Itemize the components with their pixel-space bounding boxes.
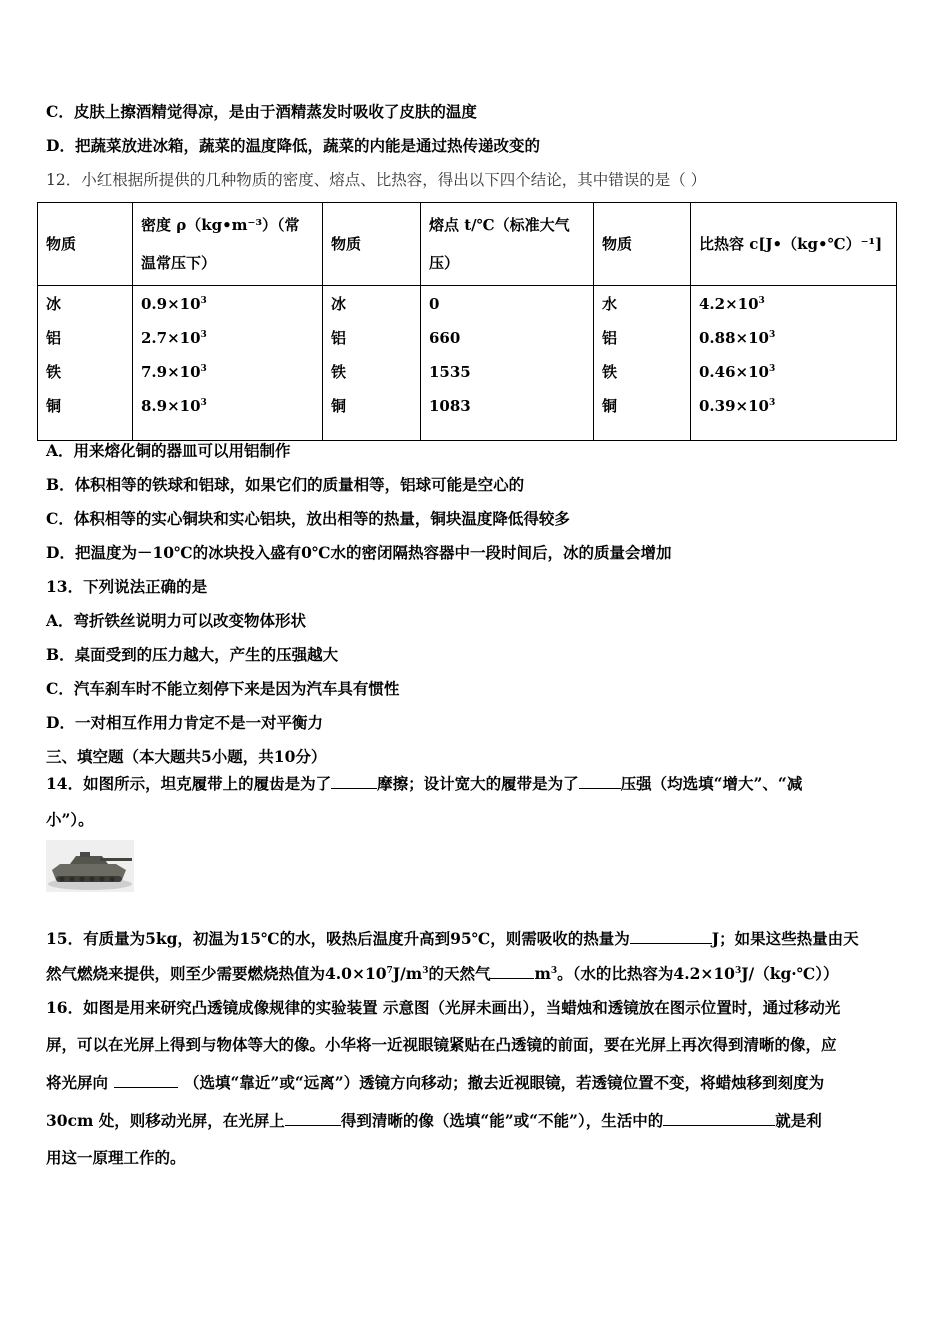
q15-line-2: 然气燃烧来提供，则至少需要燃烧热值为$4.0\times 10^7J/m^3$的天然气 $m^3$。（水的比热容为$4.2\times 10^3J/(kg\cdot℃)$）: [46, 964, 839, 983]
q12-stem: 12．小红根据所提供的几种物质的密度、熔点、比热容，得出以下四个结论，其中错误的是（ ）: [46, 171, 707, 189]
table-cell: 铜: [46, 397, 62, 415]
q13-option-d: D．一对相互作用力肯定不是一对平衡力: [46, 713, 323, 732]
q11-option-c: C．皮肤上擦酒精觉得凉，是由于酒精蒸发时吸收了皮肤的温度: [46, 102, 477, 121]
header-substance-1: 物质: [38, 203, 133, 286]
q13-option-b: B．桌面受到的压力越大，产生的压强越大: [46, 645, 339, 664]
q16-blank-3[interactable]: [663, 1110, 775, 1126]
table-cell: 水: [602, 295, 618, 313]
q14-blank-1[interactable]: [331, 773, 377, 789]
q15-blank-1[interactable]: [630, 928, 712, 944]
header-melting-point: 熔点 t/℃（标准大气压）: [421, 203, 594, 286]
table-cell: 0: [429, 295, 440, 313]
q15-blank-2[interactable]: [490, 963, 534, 979]
q16-line-5: 用这一原理工作的。: [46, 1148, 186, 1167]
q13-option-a: A．弯折铁丝说明力可以改变物体形状: [46, 611, 307, 630]
q13-option-c: C．汽车刹车时不能立刻停下来是因为汽车具有惯性: [46, 679, 400, 698]
q16-line-3: 将光屏向 （选填“靠近”或“远离”）透镜方向移动；撤去近视眼镜，若透镜位置不变，将蜡烛移到刻度为: [46, 1073, 825, 1092]
q16-line-4: 30cm 处，则移动光屏，在光屏上 得到清晰的像（选填“能”或“不能”），生活中的 就是利: [46, 1111, 822, 1130]
q12-option-c: C．体积相等的实心铜块和实心铝块，放出相等的热量，铜块温度降低得较多: [46, 509, 570, 528]
table-cell: 铁: [602, 363, 618, 381]
table-cell: $0.88\times 10^3$: [699, 329, 776, 347]
header-density: 密度 ρ（kg•m⁻³）（常温常压下）: [133, 203, 323, 286]
q16-blank-1[interactable]: [114, 1072, 178, 1088]
table-cell: 冰: [331, 295, 347, 313]
q11-option-d: D．把蔬菜放进冰箱，蔬菜的温度降低，蔬菜的内能是通过热传递改变的: [46, 136, 540, 155]
substance-properties-table: [37, 202, 897, 441]
header-specific-heat: 比热容 c[J•（kg•℃）⁻¹]: [691, 203, 897, 286]
specific-heat-values: [691, 286, 897, 441]
tank-image: [46, 840, 134, 892]
substance-list-2: [323, 286, 421, 441]
q13-stem: 13．下列说法正确的是: [46, 577, 208, 596]
table-cell: 冰: [46, 295, 62, 313]
q15-line-1: 15．有质量为5kg，初温为15℃的水，吸热后温度升高到95℃，则需吸收的热量为 J；如果这些热量由天: [46, 929, 859, 948]
table-cell: $7.9\times 10^3$: [141, 363, 207, 381]
table-cell: 1083: [429, 397, 471, 415]
q16-line-1: 16．如图是用来研究凸透镜成像规律的实验装置 示意图（光屏未画出），当蜡烛和透镜放在图示位置时，通过移动光: [46, 998, 841, 1017]
header-substance-3: 物质: [594, 203, 691, 286]
table-cell: 铜: [602, 397, 618, 415]
section-heading: 三、填空题（本大题共5小题，共10分）: [46, 747, 327, 766]
table-cell: 铝: [331, 329, 347, 347]
table-cell: 铝: [602, 329, 618, 347]
q16-blank-2[interactable]: [285, 1110, 341, 1126]
table-cell: $0.46\times 10^3$: [699, 363, 776, 381]
table-cell: 铁: [331, 363, 347, 381]
table-cell: 铝: [46, 329, 62, 347]
table-cell: $8.9\times 10^3$: [141, 397, 207, 415]
density-values: [133, 286, 323, 441]
substance-list-1: [38, 286, 133, 441]
table-cell: 铁: [46, 363, 62, 381]
q14-blank-2[interactable]: [579, 773, 621, 789]
q14-line-2: 小”）。: [46, 810, 94, 829]
q12-option-b: B．体积相等的铁球和铝球，如果它们的质量相等，铝球可能是空心的: [46, 475, 525, 494]
table-body-row: [38, 286, 897, 441]
q12-option-d: D．把温度为－10℃的冰块投入盛有0℃水的密闭隔热容器中一段时间后，冰的质量会增加: [46, 543, 672, 562]
q12-option-a: A．用来熔化铜的器皿可以用铝制作: [46, 441, 291, 460]
q16-line-2: 屏，可以在光屏上得到与物体等大的像。小华将一近视眼镜紧贴在凸透镜的前面，要在光屏上再次得到清晰的像，应: [46, 1035, 837, 1054]
table-cell: 660: [429, 329, 461, 347]
substance-list-3: [594, 286, 691, 441]
table-header-row: [38, 203, 897, 286]
table-cell: $2.7\times 10^3$: [141, 329, 207, 347]
table-cell: $4.2\times 10^3$: [699, 295, 765, 313]
melting-point-values: [421, 286, 594, 441]
table-cell: $0.39\times 10^3$: [699, 397, 776, 415]
q14-line-1: 14．如图所示，坦克履带上的履齿是为了 摩擦；设计宽大的履带是为了 压强（均选填“增大”、“减: [46, 774, 803, 793]
table-cell: $0.9\times 10^3$: [141, 295, 207, 313]
table-cell: 1535: [429, 363, 471, 381]
table-cell: 铜: [331, 397, 347, 415]
header-substance-2: 物质: [323, 203, 421, 286]
